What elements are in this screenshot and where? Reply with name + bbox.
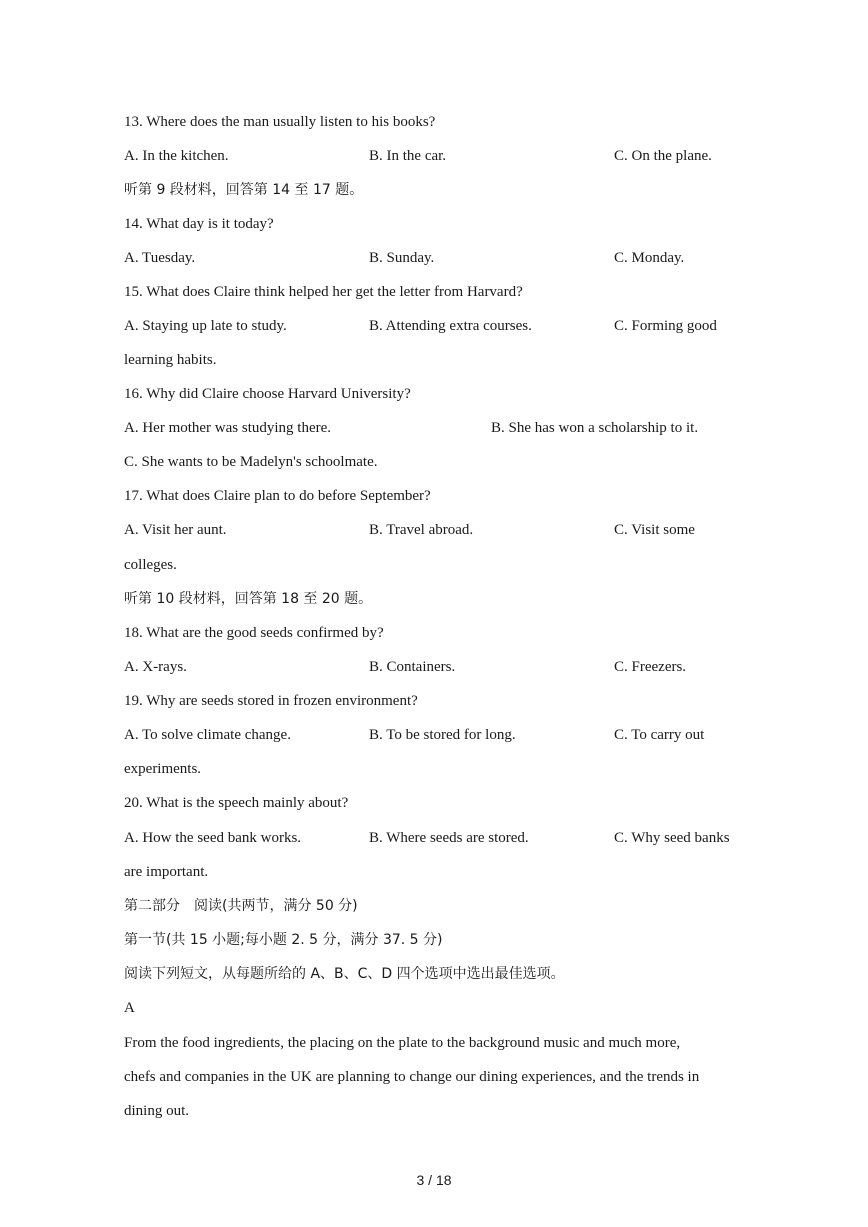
option-b: B. Containers. [369,659,456,675]
option-a: A. X-rays. [124,659,187,675]
option-a: A. How the seed bank works. [124,830,302,846]
part2-section1-heading: 第一节(共 15 小题;每小题 2. 5 分，满分 37. 5 分) [124,932,443,948]
option-c: C. Forming good [614,318,717,334]
passage-line: dining out. [124,1103,190,1119]
question-15-stem: 15. What does Claire think helped her get the letter from Harvard? [124,284,523,300]
option-c-continuation: are important. [124,864,209,880]
question-20-options [124,828,744,848]
option-a: A. Staying up late to study. [124,318,287,334]
option-c-continuation: learning habits. [124,352,217,368]
option-c: C. To carry out [614,727,705,743]
option-b: B. Travel abroad. [369,522,474,538]
part2-title: 第二部分 阅读(共两节，满分 50 分) [124,898,358,914]
question-17-stem: 17. What does Claire plan to do before September? [124,488,431,504]
option-c: C. Freezers. [614,659,687,675]
question-14-stem: 14. What day is it today? [124,216,274,232]
option-b: B. Sunday. [369,250,435,266]
option-a: A. Tuesday. [124,250,196,266]
passage-label: A [124,1000,135,1016]
option-c-continuation: colleges. [124,557,177,573]
option-b: B. Attending extra courses. [369,318,532,334]
option-b: B. She has won a scholarship to it. [491,420,699,436]
question-16-options [124,418,744,438]
option-a: A. In the kitchen. [124,148,229,164]
question-19-stem: 19. Why are seeds stored in frozen environment? [124,693,418,709]
option-c: C. She wants to be Madelyn's schoolmate. [124,454,378,470]
question-13-stem: 13. Where does the man usually listen to his books? [124,114,436,130]
part2-instruction: 阅读下列短文，从每题所给的 A、B、C、D 四个选项中选出最佳选项。 [124,966,565,982]
page-number: 3 / 18 [416,1172,452,1188]
section-10-instruction: 听第 10 段材料，回答第 18 至 20 题。 [124,591,373,607]
option-b: B. To be stored for long. [369,727,516,743]
option-a: A. To solve climate change. [124,727,291,743]
question-19-options [124,725,744,745]
option-c: C. Monday. [614,250,685,266]
question-20-stem: 20. What is the speech mainly about? [124,795,349,811]
question-14-options [124,248,744,268]
option-c: C. Visit some [614,522,695,538]
question-18-stem: 18. What are the good seeds confirmed by? [124,625,384,641]
question-15-options [124,316,744,336]
option-c: C. On the plane. [614,148,712,164]
question-16-stem: 16. Why did Claire choose Harvard University? [124,386,411,402]
question-17-options [124,520,744,540]
passage-line: chefs and companies in the UK are planning to change our dining experiences, and the trends in [124,1069,700,1085]
option-c-continuation: experiments. [124,761,202,777]
passage-line: From the food ingredients, the placing on the plate to the background music and much more, [124,1035,681,1051]
question-18-options [124,657,744,677]
option-a: A. Her mother was studying there. [124,420,332,436]
option-b: B. In the car. [369,148,447,164]
option-a: A. Visit her aunt. [124,522,227,538]
option-b: B. Where seeds are stored. [369,830,529,846]
option-c: C. Why seed banks [614,830,730,846]
section-9-instruction: 听第 9 段材料，回答第 14 至 17 题。 [124,182,364,198]
question-13-options [124,146,744,166]
